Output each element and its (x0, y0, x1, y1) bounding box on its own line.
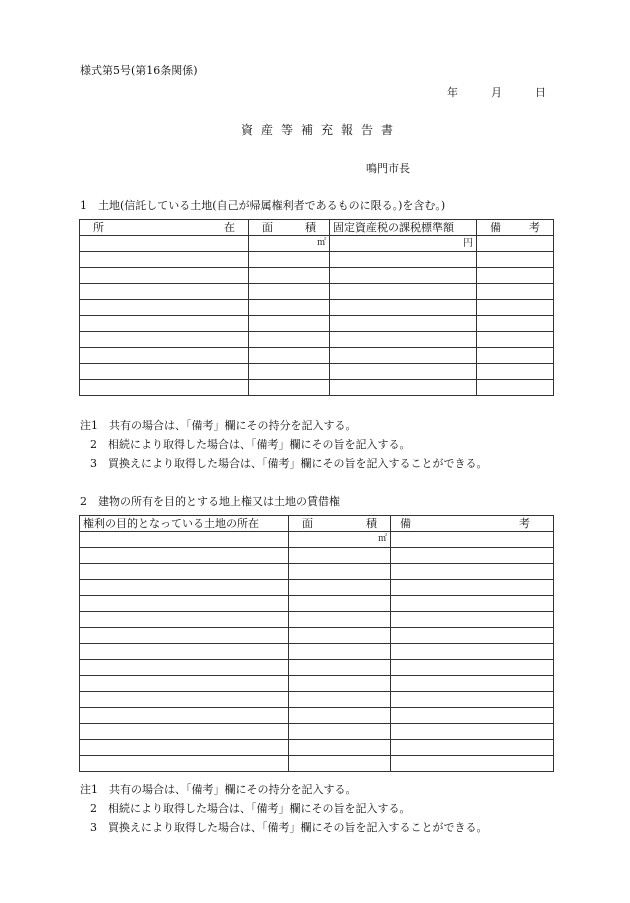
area-cell[interactable] (249, 316, 330, 332)
area-cell[interactable] (249, 236, 330, 252)
remarks-cell[interactable] (477, 332, 554, 348)
area-cell[interactable] (249, 380, 330, 396)
leasehold-table (79, 515, 554, 772)
note-2: 2 相続により取得した場合は、「備考」欄にその旨を記入する。 (90, 802, 411, 815)
remarks-cell[interactable] (477, 236, 554, 252)
area-cell[interactable] (289, 756, 391, 772)
area-cell[interactable] (289, 740, 391, 756)
location-cell[interactable] (80, 660, 289, 676)
location-cell[interactable] (80, 580, 289, 596)
remarks-cell[interactable] (391, 740, 554, 756)
header-area: 面 積 (249, 220, 330, 236)
table-row (80, 724, 554, 740)
remarks-cell[interactable] (391, 660, 554, 676)
remarks-cell[interactable] (477, 300, 554, 316)
location-cell[interactable] (80, 756, 289, 772)
header-area: 面 積 (289, 516, 391, 532)
tax-base-cell[interactable] (330, 236, 477, 252)
table-row (80, 300, 554, 316)
header-remarks: 備 考 (477, 220, 554, 236)
tax-base-cell[interactable] (330, 300, 477, 316)
form-number: 様式第5号(第16条関係) (80, 64, 198, 77)
table-row (80, 268, 554, 284)
remarks-cell[interactable] (391, 580, 554, 596)
remarks-cell[interactable] (391, 628, 554, 644)
location-cell[interactable] (80, 348, 249, 364)
tax-base-cell[interactable] (330, 252, 477, 268)
table-row (80, 644, 554, 660)
table-row (80, 252, 554, 268)
location-cell[interactable] (80, 364, 249, 380)
table-row (80, 236, 554, 252)
location-cell[interactable] (80, 644, 289, 660)
area-cell[interactable] (289, 660, 391, 676)
area-cell[interactable] (249, 252, 330, 268)
table-row (80, 692, 554, 708)
table-row (80, 348, 554, 364)
area-cell[interactable] (289, 564, 391, 580)
note-1: 注1 共有の場合は、「備考」欄にその持分を記入する。 (80, 783, 357, 796)
location-cell[interactable] (80, 612, 289, 628)
note-1: 注1 共有の場合は、「備考」欄にその持分を記入する。 (80, 419, 357, 432)
location-cell[interactable] (80, 284, 249, 300)
date-year-label: 年 (447, 86, 458, 99)
remarks-cell[interactable] (477, 364, 554, 380)
location-cell[interactable] (80, 676, 289, 692)
table-row (80, 364, 554, 380)
area-cell[interactable] (289, 628, 391, 644)
header-location: 所 在 (80, 220, 249, 236)
tax-base-cell[interactable] (330, 364, 477, 380)
remarks-cell[interactable] (391, 692, 554, 708)
location-cell[interactable] (80, 252, 249, 268)
table-row (80, 532, 554, 548)
land-table (79, 219, 554, 396)
location-cell[interactable] (80, 724, 289, 740)
tax-base-cell[interactable] (330, 316, 477, 332)
date-line (447, 84, 546, 100)
land-table-header (80, 220, 554, 236)
note-2: 2 相続により取得した場合は、「備考」欄にその旨を記入する。 (90, 438, 411, 451)
remarks-cell[interactable] (477, 268, 554, 284)
date-month-label: 月 (491, 86, 502, 99)
location-cell[interactable] (80, 268, 249, 284)
section2-notes (80, 780, 488, 837)
area-cell[interactable] (249, 284, 330, 300)
table-row (80, 740, 554, 756)
remarks-cell[interactable] (477, 348, 554, 364)
remarks-cell[interactable] (391, 564, 554, 580)
remarks-cell[interactable] (391, 724, 554, 740)
remarks-cell[interactable] (391, 548, 554, 564)
table-row (80, 708, 554, 724)
area-cell[interactable] (249, 348, 330, 364)
location-cell[interactable] (80, 564, 289, 580)
area-cell[interactable] (249, 364, 330, 380)
note-3: 3 買換えにより取得した場合は、「備考」欄にその旨を記入することができる。 (90, 821, 488, 834)
location-cell[interactable] (80, 692, 289, 708)
table-row (80, 660, 554, 676)
remarks-cell[interactable] (477, 316, 554, 332)
date-day-label: 日 (535, 86, 546, 99)
location-cell[interactable] (80, 300, 249, 316)
area-cell[interactable] (249, 268, 330, 284)
area-cell[interactable] (289, 724, 391, 740)
leasehold-table-header (80, 516, 554, 532)
header-land-location: 権利の目的となっている土地の所在 (80, 516, 289, 532)
area-cell[interactable] (289, 596, 391, 612)
remarks-cell[interactable] (391, 596, 554, 612)
remarks-cell[interactable] (391, 676, 554, 692)
location-cell[interactable] (80, 548, 289, 564)
location-cell[interactable] (80, 316, 249, 332)
table-row (80, 612, 554, 628)
location-cell[interactable] (80, 596, 289, 612)
area-cell[interactable] (249, 300, 330, 316)
unit-yen: 円 (463, 238, 473, 249)
remarks-cell[interactable] (391, 644, 554, 660)
table-row (80, 284, 554, 300)
section2-title: 2 建物の所有を目的とする地上権又は土地の賃借権 (80, 495, 340, 508)
tax-base-cell[interactable] (330, 268, 477, 284)
note-3: 3 買換えにより取得した場合は、「備考」欄にその旨を記入することができる。 (90, 457, 488, 470)
area-cell[interactable] (289, 612, 391, 628)
remarks-cell[interactable] (477, 252, 554, 268)
area-cell[interactable] (289, 580, 391, 596)
section1-notes (80, 416, 488, 473)
table-row (80, 548, 554, 564)
remarks-cell[interactable] (391, 532, 554, 548)
remarks-cell[interactable] (391, 756, 554, 772)
area-cell[interactable] (289, 548, 391, 564)
header-remarks: 備 考 (391, 516, 554, 532)
table-row (80, 316, 554, 332)
recipient: 鳴門市長 (366, 162, 410, 175)
header-tax-base: 固定資産税の課税標準額 (330, 220, 477, 236)
table-row (80, 380, 554, 396)
table-row (80, 756, 554, 772)
area-cell[interactable] (249, 332, 330, 348)
location-cell[interactable] (80, 236, 249, 252)
remarks-cell[interactable] (391, 708, 554, 724)
location-cell[interactable] (80, 380, 249, 396)
table-row (80, 676, 554, 692)
tax-base-cell[interactable] (330, 284, 477, 300)
area-cell[interactable] (289, 644, 391, 660)
area-cell[interactable] (289, 676, 391, 692)
table-row (80, 332, 554, 348)
table-row (80, 628, 554, 644)
table-row (80, 580, 554, 596)
location-cell[interactable] (80, 532, 289, 548)
table-row (80, 564, 554, 580)
unit-sqm: ㎡ (316, 238, 326, 248)
table-row (80, 596, 554, 612)
area-cell[interactable] (289, 692, 391, 708)
remarks-cell[interactable] (477, 284, 554, 300)
tax-base-cell[interactable] (330, 380, 477, 396)
unit-sqm: ㎡ (377, 534, 387, 544)
area-cell[interactable] (289, 532, 391, 548)
remarks-cell[interactable] (477, 380, 554, 396)
section1-title: 1 土地(信託している土地(自己が帰属権利者であるものに限る。)を含む。) (80, 199, 446, 212)
location-cell[interactable] (80, 708, 289, 724)
location-cell[interactable] (80, 628, 289, 644)
remarks-cell[interactable] (391, 612, 554, 628)
area-cell[interactable] (289, 708, 391, 724)
location-cell[interactable] (80, 332, 249, 348)
tax-base-cell[interactable] (330, 332, 477, 348)
location-cell[interactable] (80, 740, 289, 756)
tax-base-cell[interactable] (330, 348, 477, 364)
document-title: 資産等補充報告書 (240, 123, 401, 137)
